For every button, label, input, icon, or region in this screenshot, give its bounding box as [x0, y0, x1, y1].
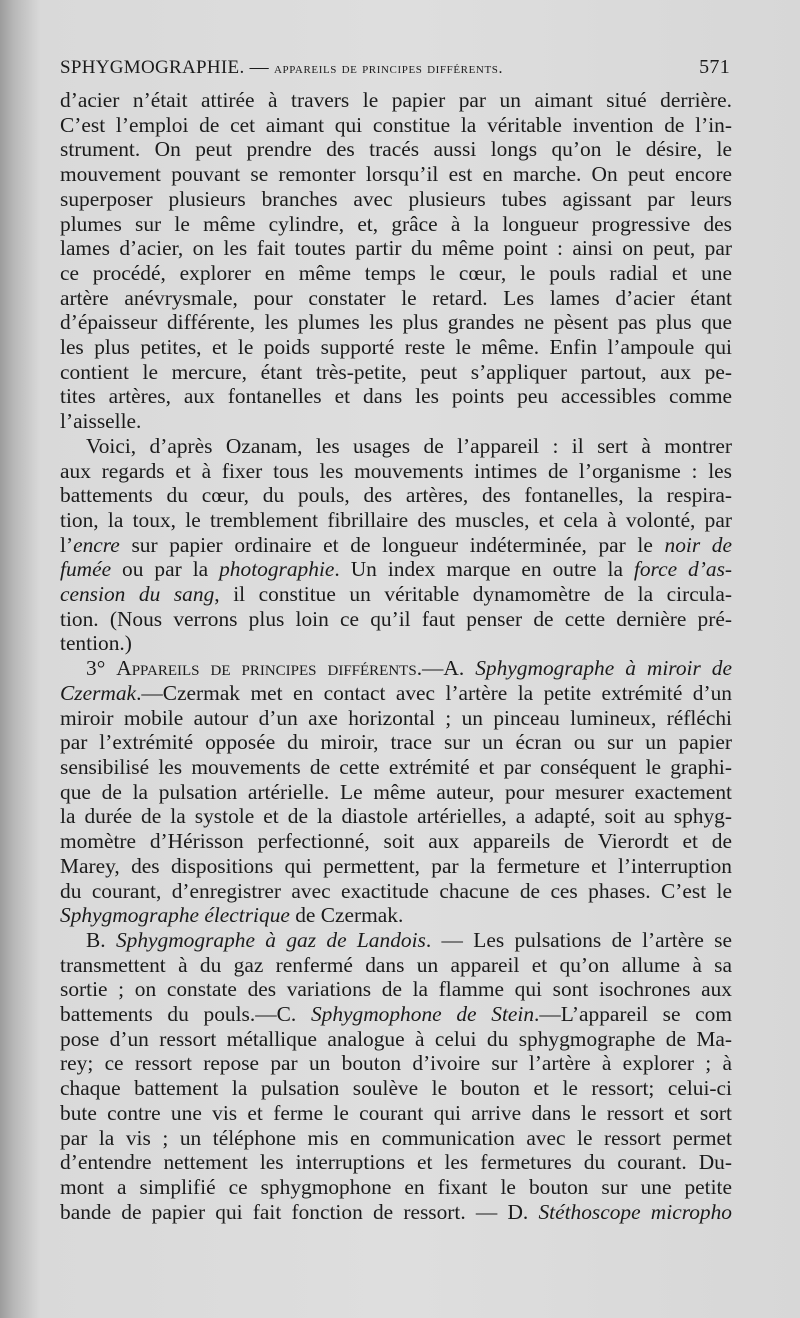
text-run: 3° [86, 656, 117, 681]
italic-run: encre [73, 532, 120, 557]
text-line: que de la pulsation artérielle. Le même auteur, pour mesurer exactement [60, 779, 732, 804]
text-line: pose d’un ressort métallique analogue à celui du sphygmographe de Ma- [60, 1026, 732, 1051]
text-line: chaque battement la pulsation soulève le bouton et le ressort; celui-ci [60, 1076, 732, 1101]
text-line: les plus petites, et le poids supporté reste le même. Enfin l’ampoule qui [60, 335, 732, 360]
text-line: superposer plusieurs branches avec plusieurs tubes agissant par leurs [60, 186, 732, 211]
text-line [60, 903, 732, 928]
text-line: rey; ce ressort repose par un bouton d’ivoire sur l’artère à explorer ; à [60, 1051, 732, 1076]
text-run: battements du pouls.—C. [60, 1002, 311, 1027]
text-run: .—A. [416, 656, 476, 681]
italic-run: Stéthoscope micropho [538, 1199, 733, 1224]
text-run: .—Czermak met en contact avec l’artère la petite extrémité d’un [136, 680, 732, 705]
text-line [60, 557, 732, 582]
text-line: Marey, des dispositions qui permettent, par la fermeture et l’interruption [60, 853, 732, 878]
running-header [60, 56, 730, 79]
text-line [60, 928, 732, 953]
text-line: C’est l’emploi de cet aimant qui constitue la véritable invention de l’in- [60, 112, 732, 137]
text-line [60, 533, 732, 558]
text-run: .—L’appareil se com [534, 1002, 732, 1027]
header-title: SPHYGMOGRAPHIE. [60, 57, 245, 78]
italic-run: force d’as- [633, 557, 733, 582]
text-line: ce procédé, explorer en même temps le cœur, le pouls radial et une [60, 260, 732, 285]
italic-run: cension du sang [60, 582, 215, 607]
text-line: d’entendre nettement les interruptions et les fermetures du courant. Du- [60, 1150, 732, 1175]
text-line: miroir mobile autour d’un axe horizontal ; un pinceau lumineux, réfléchi [60, 705, 732, 730]
text-line: artère anévrysmale, pour constater le retard. Les lames d’acier étant [60, 285, 732, 310]
italic-run: Sphygmographe à miroir de [475, 656, 732, 681]
running-title [60, 57, 503, 79]
header-dash: — [249, 57, 269, 78]
text-line: tion. (Nous verrons plus loin ce qu’il faut penser de cette dernière pré- [60, 606, 732, 631]
italic-run: Sphygmophone de Stein [310, 1002, 535, 1027]
text-run: ou par la [111, 557, 220, 582]
text-run: l’ [60, 532, 74, 557]
text-line: tention.) [60, 631, 132, 656]
text-line: transmettent à du gaz renfermé dans un appareil et qu’on allume à sa [60, 952, 732, 977]
text-line: plumes sur le même cylindre, et, grâce à la longueur progressive des [60, 211, 732, 236]
italic-run: Sphygmographe à gaz de Landois [115, 927, 426, 952]
text-line: du courant, d’enregistrer avec exactitude chacune de ces phases. C’est le [60, 878, 732, 903]
italic-run: Sphygmographe électrique [60, 903, 290, 928]
text-line [60, 582, 732, 607]
text-line: battements du cœur, du pouls, des artères, des fontanelles, la respira- [60, 483, 732, 508]
text-line: l’aisselle. [60, 409, 142, 434]
text-run: . Un index marque en outre la [334, 557, 634, 582]
text-line: mont a simplifié ce sphygmophone en fixant le bouton sur une petite [60, 1174, 732, 1199]
text-line [60, 681, 732, 706]
text-run: , il constitue un véritable dynamomètre de la circula- [214, 582, 732, 607]
italic-run: fumée [60, 557, 112, 582]
text-run: sur papier ordinaire et de longueur indéterminée, par le [119, 532, 665, 557]
text-line [60, 656, 732, 681]
text-line: d’acier n’était attirée à travers le papier par un aimant situé derrière. [60, 88, 732, 112]
text-line: momètre d’Hérisson perfectionné, soit aux appareils de Vierordt et de [60, 829, 732, 854]
header-subtitle: appareils de principes différents. [273, 60, 504, 77]
italic-run: Czermak [60, 680, 137, 705]
small-caps-run: Appareils de principes différents [116, 656, 417, 681]
body-text [60, 88, 732, 1224]
text-line: contient le mercure, étant très-petite, peut s’appliquer partout, aux pe- [60, 359, 732, 384]
italic-run: photographie [219, 557, 335, 582]
text-line: tion, la toux, le tremblement fibrillaire des muscles, et cela à volonté, par [60, 507, 732, 532]
text-line: tites artères, aux fontanelles et dans les points peu accessibles comme [60, 384, 732, 409]
text-line: aux regards et à fixer tous les mouvements intimes de l’organisme : les [60, 458, 732, 483]
text-line: strument. On peut prendre des tracés aussi longs qu’on le désire, le [60, 137, 732, 162]
text-line: par l’extrémité opposée du miroir, trace sur un écran ou sur un papier [60, 730, 732, 755]
text-line: par la vis ; un téléphone mis en communication avec le ressort permet [60, 1125, 732, 1150]
italic-run: noir de [664, 532, 732, 557]
text-line: bute contre une vis et ferme le courant qui arrive dans le ressort et sort [60, 1100, 732, 1125]
text-line: d’épaisseur différente, les plumes les plus grandes ne pèsent pas plus que [60, 310, 732, 335]
text-run: de Czermak. [289, 903, 404, 928]
page-number: 571 [699, 56, 730, 78]
text-line: lames d’acier, on les fait toutes partir du même point : ainsi on peut, par [60, 236, 732, 261]
text-run: bande de papier qui fait fonction de ressort. — D. [60, 1199, 539, 1224]
text-line [60, 1200, 732, 1225]
text-line [60, 1002, 732, 1027]
text-run: . — Les pulsations de l’artère se [425, 927, 732, 952]
text-run: B. [86, 927, 116, 952]
text-line: la durée de la systole et de la diastole artérielles, a adapté, soit au sphyg- [60, 804, 732, 829]
text-line: sortie ; on constate des variations de la flamme qui sont isochrones aux [60, 977, 732, 1002]
text-line: sensibilisé les mouvements de cette extrémité et par conséquent le graphi- [60, 754, 732, 779]
text-line: mouvement pouvant se remonter lorsqu’il est en marche. On peut encore [60, 162, 732, 187]
text-line: Voici, d’après Ozanam, les usages de l’appareil : il sert à montrer [86, 433, 732, 458]
